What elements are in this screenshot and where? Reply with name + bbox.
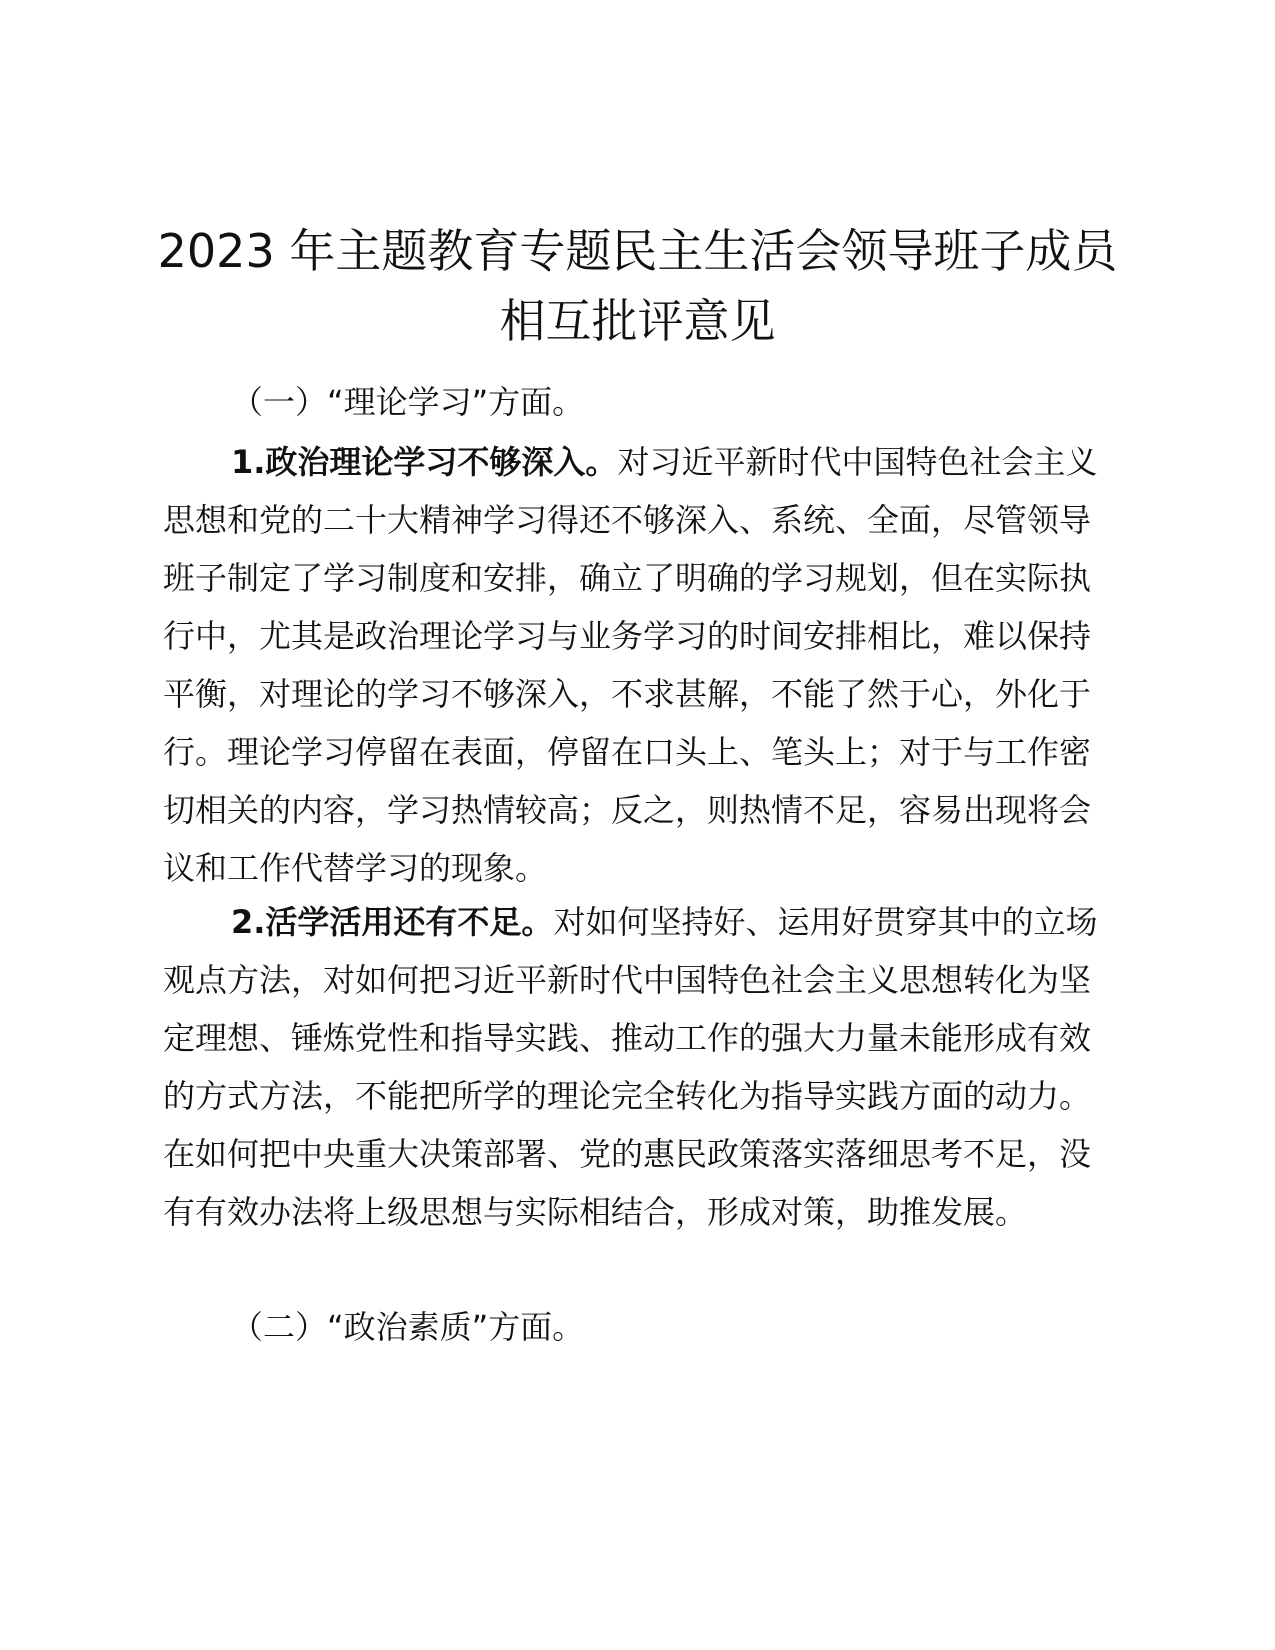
paragraph-2-lead: 2.活学活用还有不足。 (231, 903, 554, 941)
paragraph-1-body: 对习近平新时代中国特色社会主义思想和党的二十大精神学习得还不够深入、系统、全面，尽管领导班子制定了学习制度和安排，确立了明确的学习规划，但在实际执行中，尤其是政治理论学习与业务学习的时间安排相比，难以保持平衡，对理论的学习不够深入，不求甚解，不能了然于心，外化于行。理论学习停留在表面，停留在口头上、笔头上；对于与工作密切相关的内容，学习热情较高；反之，则热情不足，容易出现将会议和工作代替学习的现象。 (163, 443, 1098, 887)
section-heading-theory-study: （一）“理论学习”方面。 (231, 383, 585, 421)
document-title-line-2: 相互批评意见 (499, 294, 776, 348)
paragraph-2-body: 对如何坚持好、运用好贯穿其中的立场观点方法，对如何把习近平新时代中国特色社会主义思想转化为坚定理想、锤炼党性和指导实践、推动工作的强大力量未能形成有效的方式方法，不能把所学的理论完全转化为指导实践方面的动力。在如何把中央重大决策部署、党的惠民政策落实落细思考不足，没有有效办法将上级思想与实际相结合，形成对策，助推发展。 (163, 903, 1098, 1231)
section-heading-political-quality: （二）“政治素质”方面。 (231, 1308, 585, 1346)
paragraph-1 (163, 433, 1103, 897)
paragraph-1-lead: 1.政治理论学习不够深入。 (231, 443, 618, 481)
paragraph-2 (163, 893, 1103, 1241)
document-title-line-1: 2023 年主题教育专题民主生活会领导班子成员 (157, 224, 1118, 278)
